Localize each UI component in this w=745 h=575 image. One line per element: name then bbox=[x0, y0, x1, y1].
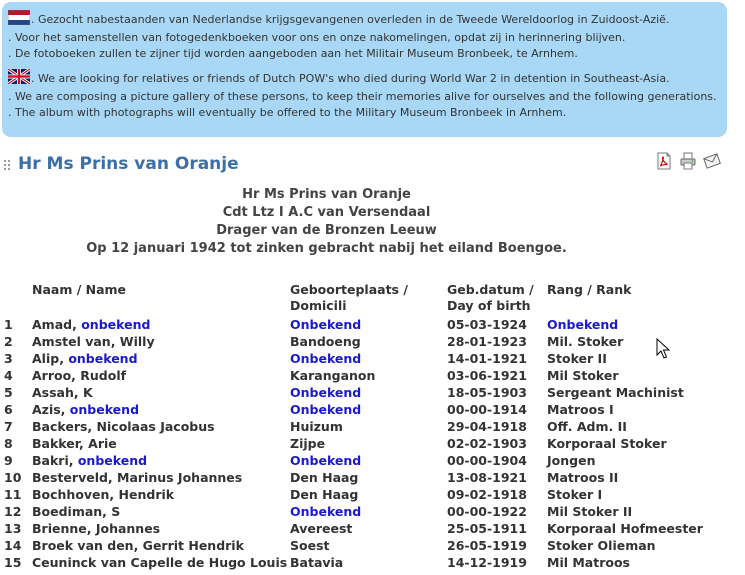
row-number: 1 bbox=[4, 317, 13, 332]
notice-nl-line-3: . De fotoboeken zullen te zijner tijd worden aangeboden aan het Militair Museum Bronbeek, te Arnhem. bbox=[8, 47, 578, 60]
row-number: 7 bbox=[4, 419, 13, 434]
row-rank: Stoker II bbox=[547, 351, 607, 366]
table-row bbox=[4, 452, 707, 469]
email-icon[interactable] bbox=[703, 152, 721, 170]
row-number: 9 bbox=[4, 453, 13, 468]
row-name: Ceuninck van Capelle de Hugo Louis bbox=[32, 555, 288, 570]
row-birthdate: 09-02-1918 bbox=[447, 487, 527, 502]
row-rank: Mil Stoker bbox=[547, 368, 619, 383]
notice-nl-line-1: . Gezocht nabestaanden van Nederlandse krijgsgevangenen overleden in de Tweede Wereldoorlog in Zuidoost-Azië. bbox=[8, 10, 669, 26]
intro-line-award: Drager van de Bronzen Leeuw bbox=[216, 223, 437, 238]
row-rank: Off. Adm. II bbox=[547, 419, 627, 434]
given-name-unknown-link[interactable]: onbekend bbox=[81, 317, 151, 332]
row-birthdate: 28-01-1923 bbox=[447, 334, 527, 349]
row-birthdate: 00-00-1904 bbox=[447, 453, 527, 468]
table-row bbox=[4, 367, 707, 384]
row-birthdate: 03-06-1921 bbox=[447, 368, 527, 383]
notice-en-line-3: . The album with photographs will eventually be offered to the Military Museum Bronbeek in Arnhem. bbox=[8, 106, 567, 119]
row-birthplace: Onbekend bbox=[290, 317, 362, 332]
print-icon[interactable] bbox=[679, 152, 697, 170]
row-birthplace: Onbekend bbox=[290, 351, 362, 366]
article-header bbox=[0, 152, 745, 180]
row-number: 2 bbox=[4, 334, 13, 349]
row-birthplace: Huizum bbox=[290, 419, 343, 434]
intro-line-ship: Hr Ms Prins van Oranje bbox=[242, 187, 411, 202]
col-name-header: Naam / Name bbox=[32, 282, 127, 297]
row-number: 3 bbox=[4, 351, 13, 366]
row-number: 6 bbox=[4, 402, 13, 417]
table-row bbox=[4, 350, 707, 367]
row-number: 13 bbox=[4, 521, 22, 536]
row-name: Bakker, Arie bbox=[32, 436, 117, 451]
table-row bbox=[4, 520, 707, 537]
flag-uk-icon bbox=[8, 69, 30, 84]
row-birthplace: Zijpe bbox=[290, 436, 326, 451]
row-birthplace: Onbekend bbox=[290, 504, 362, 519]
crew-table bbox=[4, 282, 707, 571]
page-title: Hr Ms Prins van Oranje bbox=[18, 154, 239, 174]
notice-panel bbox=[2, 2, 727, 137]
ship-intro bbox=[0, 186, 745, 258]
row-name: Amstel van, Willy bbox=[32, 334, 155, 349]
notice-nl-line-2: . Voor het samenstellen van fotogedenkboeken voor ons en onze nakomelingen, opdat zij in herinnering blijven. bbox=[8, 31, 626, 44]
row-birthdate: 00-00-1922 bbox=[447, 504, 527, 519]
table-row bbox=[4, 384, 707, 401]
pdf-icon[interactable] bbox=[655, 152, 673, 170]
row-rank: Matroos I bbox=[547, 402, 614, 417]
row-birthplace: Karanganon bbox=[290, 368, 376, 383]
row-rank: Matroos II bbox=[547, 470, 619, 485]
table-header-row bbox=[4, 282, 707, 316]
row-number: 11 bbox=[4, 487, 22, 502]
row-birthdate: 02-02-1903 bbox=[447, 436, 527, 451]
row-number: 15 bbox=[4, 555, 22, 570]
table-row bbox=[4, 418, 707, 435]
row-rank: Mil Stoker II bbox=[547, 504, 633, 519]
given-name-unknown-link[interactable]: onbekend bbox=[77, 453, 148, 468]
row-rank: Mil. Stoker bbox=[547, 334, 624, 349]
row-rank: Mil Matroos bbox=[547, 555, 630, 570]
row-rank: Korporaal Stoker bbox=[547, 436, 667, 451]
row-number: 8 bbox=[4, 436, 13, 451]
row-birthplace: Den Haag bbox=[290, 470, 359, 485]
row-birthdate: 14-01-1921 bbox=[447, 351, 527, 366]
row-rank: Jongen bbox=[547, 453, 596, 468]
row-birthdate: 13-08-1921 bbox=[447, 470, 527, 485]
crew-table-body bbox=[4, 316, 707, 571]
table-row bbox=[4, 503, 707, 520]
row-rank: Sergeant Machinist bbox=[547, 385, 684, 400]
table-row bbox=[4, 486, 707, 503]
row-name: Bochhoven, Hendrik bbox=[32, 487, 175, 502]
row-number: 12 bbox=[4, 504, 22, 519]
table-row bbox=[4, 435, 707, 452]
table-row bbox=[4, 469, 707, 486]
table-row bbox=[4, 537, 707, 554]
row-name: Boediman, S bbox=[32, 504, 121, 519]
row-birthdate: 00-00-1914 bbox=[447, 402, 527, 417]
row-birthplace: Batavia bbox=[290, 555, 344, 570]
row-name: Amad, onbekend bbox=[32, 317, 151, 332]
drag-grip-icon bbox=[4, 160, 10, 172]
row-birthplace: Den Haag bbox=[290, 487, 359, 502]
row-name: Arroo, Rudolf bbox=[32, 368, 127, 383]
col-rank-header: Rang / Rank bbox=[547, 282, 632, 297]
table-row bbox=[4, 554, 707, 571]
given-name-unknown-link[interactable]: onbekend bbox=[68, 351, 138, 366]
row-name: Broek van den, Gerrit Hendrik bbox=[32, 538, 244, 553]
row-birthplace: Bandoeng bbox=[290, 334, 361, 349]
row-birthplace: Onbekend bbox=[290, 385, 362, 400]
notice-en-line-2: . We are composing a picture gallery of these persons, to keep their memories alive for ourselves and the following generations. bbox=[8, 90, 717, 103]
intro-line-commander: Cdt Ltz I A.C van Versendaal bbox=[222, 205, 431, 220]
row-birthdate: 26-05-1919 bbox=[447, 538, 527, 553]
row-name: Azis, onbekend bbox=[32, 402, 140, 417]
row-rank: Stoker Olieman bbox=[547, 538, 656, 553]
row-name: Bakri, onbekend bbox=[32, 453, 148, 468]
intro-line-sinking: Op 12 januari 1942 tot zinken gebracht nabij het eiland Boengoe. bbox=[86, 241, 567, 256]
row-name: Brienne, Johannes bbox=[32, 521, 161, 536]
row-birthdate: 29-04-1918 bbox=[447, 419, 527, 434]
row-birthdate: 05-03-1924 bbox=[447, 317, 527, 332]
row-name: Alip, onbekend bbox=[32, 351, 138, 366]
table-row bbox=[4, 333, 707, 350]
flag-nl-icon bbox=[8, 10, 30, 25]
row-birthplace: Avereest bbox=[290, 521, 353, 536]
table-row bbox=[4, 401, 707, 418]
row-rank: Onbekend bbox=[547, 317, 619, 332]
row-birthdate: 14-12-1919 bbox=[447, 555, 527, 570]
row-name: Assah, K bbox=[32, 385, 93, 400]
row-birthplace: Soest bbox=[290, 538, 330, 553]
row-birthplace: Onbekend bbox=[290, 402, 362, 417]
row-number: 10 bbox=[4, 470, 22, 485]
table-row bbox=[4, 316, 707, 333]
col-number-header bbox=[4, 282, 32, 316]
row-birthplace: Onbekend bbox=[290, 453, 362, 468]
row-name: Backers, Nicolaas Jacobus bbox=[32, 419, 215, 434]
col-place-header: Geboorteplaats / Domicili bbox=[290, 282, 408, 313]
given-name-unknown-link[interactable]: onbekend bbox=[69, 402, 140, 417]
row-name: Besterveld, Marinus Johannes bbox=[32, 470, 243, 485]
row-rank: Stoker I bbox=[547, 487, 603, 502]
col-date-header: Geb.datum / Day of birth bbox=[447, 282, 534, 313]
row-birthdate: 25-05-1911 bbox=[447, 521, 527, 536]
mouse-cursor-icon bbox=[656, 338, 670, 360]
notice-en-line-1: . We are looking for relatives or friends of Dutch POW's who died during World War 2 in detention in Southeast-Asia. bbox=[8, 69, 670, 85]
row-number: 4 bbox=[4, 368, 13, 383]
row-rank: Korporaal Hofmeester bbox=[547, 521, 703, 536]
row-number: 5 bbox=[4, 385, 13, 400]
row-birthdate: 18-05-1903 bbox=[447, 385, 527, 400]
row-number: 14 bbox=[4, 538, 22, 553]
